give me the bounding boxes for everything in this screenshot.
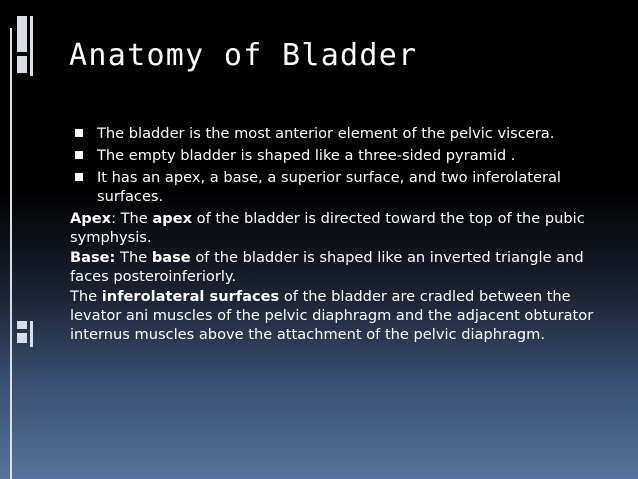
apex-paragraph xyxy=(70,209,615,247)
bullet-text: The empty bladder is shaped like a three-sided pyramid . xyxy=(97,147,516,164)
accent-bar-thin-bottom xyxy=(30,321,33,347)
inferolateral-term: inferolateral surfaces xyxy=(101,288,280,305)
inferolateral-paragraph xyxy=(70,287,615,344)
apex-label: Apex xyxy=(70,210,112,227)
base-sep: The xyxy=(115,249,152,266)
bullet-list xyxy=(70,124,615,206)
base-paragraph xyxy=(70,248,615,286)
slide-title: Anatomy of Bladder xyxy=(69,38,418,73)
apex-term: apex xyxy=(152,210,193,227)
accent-bar-long xyxy=(10,28,12,479)
accent-bar-thin-top xyxy=(30,16,33,76)
inferolateral-pre: The xyxy=(70,288,102,305)
bullet-text: It has an apex, a base, a superior surface, and two inferolateral surfaces. xyxy=(97,169,561,205)
apex-text: of the bladder is directed toward the top of the pubic symphysis. xyxy=(70,210,585,246)
slide-body xyxy=(70,124,615,345)
base-text: of the bladder is shaped like an inverted triangle and faces posteroinferiorly. xyxy=(70,249,584,285)
square-bullet-icon xyxy=(75,151,83,159)
square-bullet-icon xyxy=(75,129,83,137)
apex-sep: : The xyxy=(111,210,153,227)
bullet-item xyxy=(70,124,615,143)
accent-block-top-small xyxy=(17,56,27,73)
bullet-item xyxy=(70,168,615,206)
base-label: Base: xyxy=(70,249,116,266)
accent-block-bottom xyxy=(17,321,27,329)
inferolateral-text: of the bladder are cradled between the levator ani muscles of the pelvic diaphragm and the adjacent obturator internus muscles above the attachment of the pelvic diaphragm. xyxy=(70,288,594,343)
square-bullet-icon xyxy=(75,173,83,181)
bullet-item xyxy=(70,146,615,165)
base-term: base xyxy=(151,249,191,266)
bullet-text: The bladder is the most anterior element of the pelvic viscera. xyxy=(97,125,555,142)
accent-block-top xyxy=(17,16,27,52)
accent-block-bottom-2 xyxy=(17,333,27,343)
